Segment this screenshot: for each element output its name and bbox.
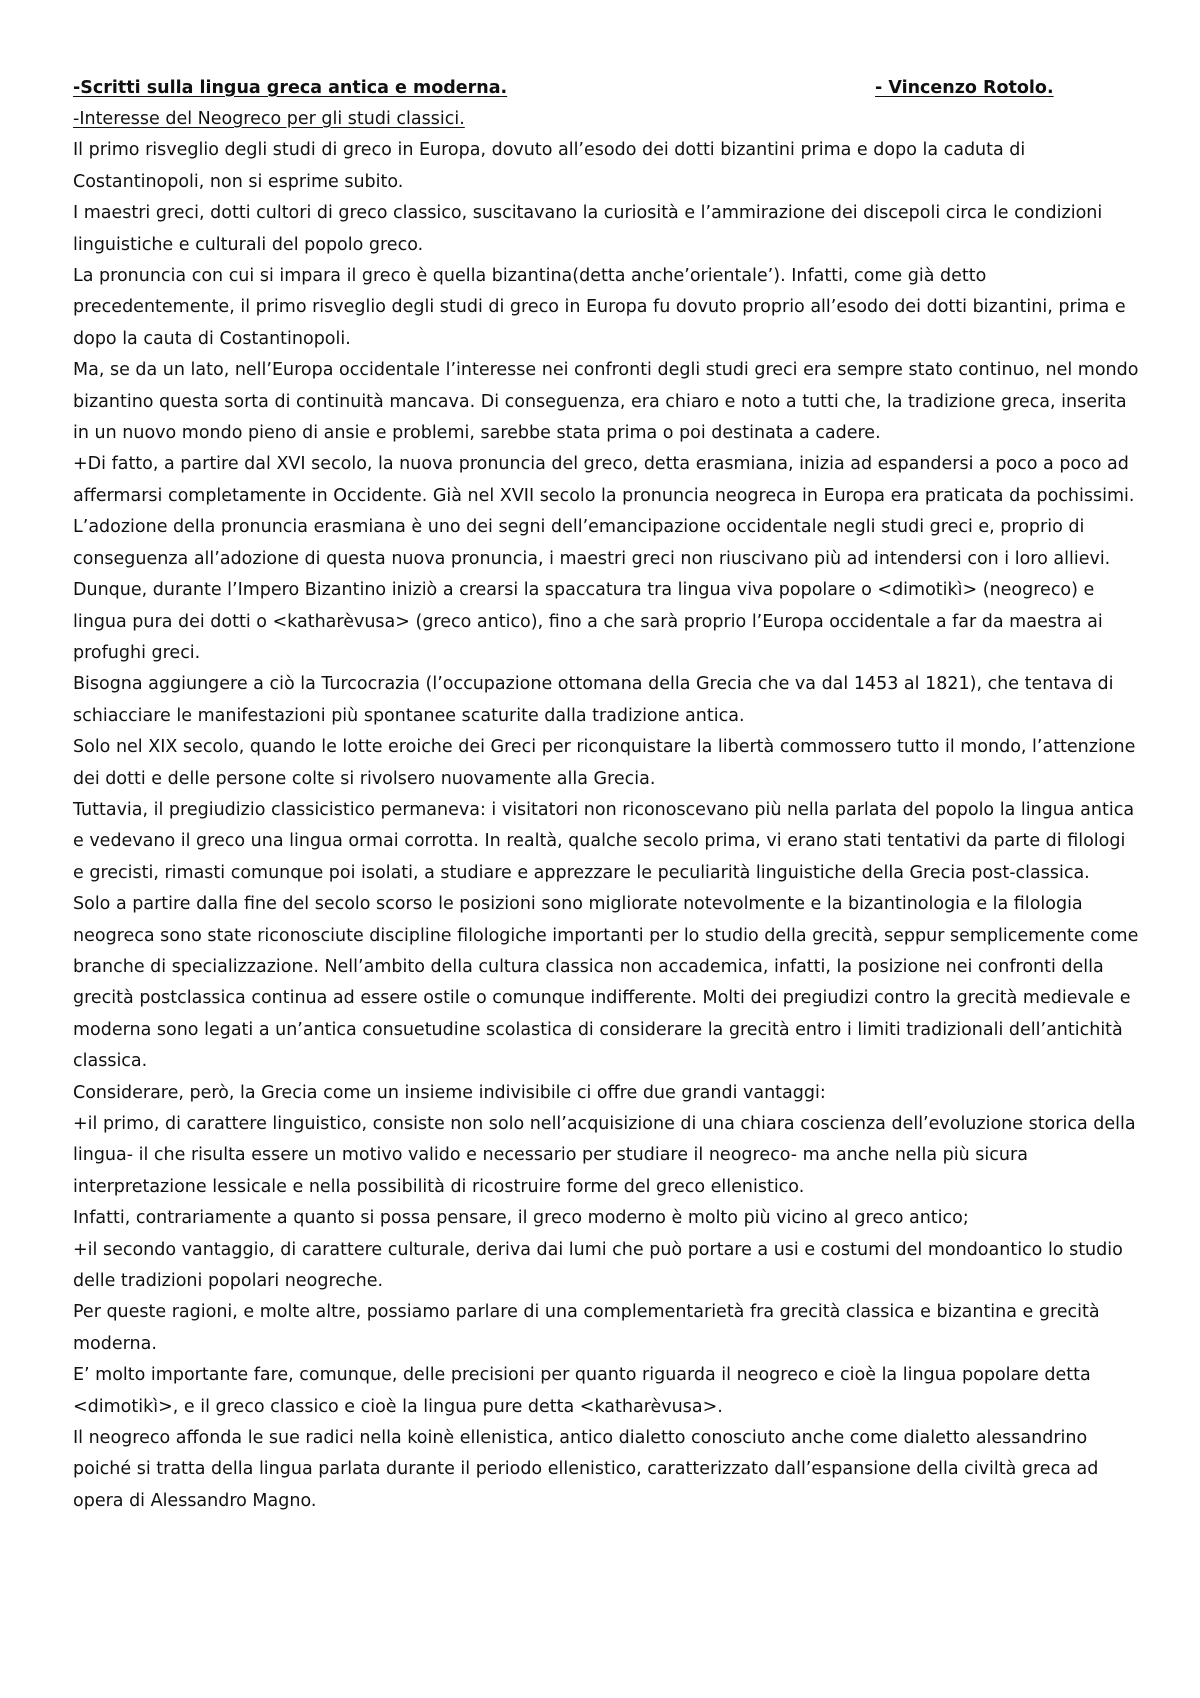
paragraph: L’adozione della pronuncia erasmiana è uno dei segni dell’emancipazione occidentale negli studi greci e, proprio di conseguenza all’adozione di questa nuova pronuncia, i maestri greci non riuscivano più ad intendersi con i loro allievi. — [73, 517, 1111, 569]
document-author: - Vincenzo Rotolo. — [875, 78, 1054, 98]
paragraph: Il primo risveglio degli studi di greco in Europa, dovuto all’esodo dei dotti bizantini prima e dopo la caduta di Costantinopoli, non si esprime subito. — [73, 140, 1026, 192]
paragraph: Bisogna aggiungere a ciò la Turcocrazia (l’occupazione ottomana della Grecia che va dal 1453 al 1821), che tentava di schiacciare le manifestazioni più spontanee scaturite dalla tradizione antica. — [73, 674, 1114, 726]
paragraph: Il neogreco affonda le sue radici nella koinè ellenistica, antico dialetto conosciuto anche come dialetto alessandrino poiché si tratta della lingua parlata durante il periodo ellenistico, caratterizzato dall’espansione della civiltà greca ad opera di Alessandro Magno. — [73, 1428, 1099, 1511]
paragraph: E’ molto importante fare, comunque, delle precisioni per quanto riguarda il neogreco e cioè la lingua popolare detta <dimotikì>, e il greco classico e cioè la lingua pure detta <katharèvusa>. — [73, 1365, 1091, 1417]
document-page — [73, 73, 1141, 1517]
paragraph: Solo a partire dalla fine del secolo scorso le posizioni sono migliorate notevolmente e la bizantinologia e la filologia neogreca sono state riconosciute discipline filologiche importanti per lo studio della grecità, seppur semplicemente come branche di specializzazione. Nell’ambito della cultura classica non accademica, infatti, la posizione nei confronti della grecità postclassica continua ad essere ostile o comunque indifferente. Molti dei pregiudizi contro la grecità medievale e moderna sono legati a un’antica consuetudine scolastica di considerare la grecità entro i limiti tradizionali dell’antichità classica. — [73, 894, 1139, 1072]
header-row — [73, 73, 1141, 104]
paragraph: Solo nel XIX secolo, quando le lotte eroiche dei Greci per riconquistare la libertà commossero tutto il mondo, l’attenzione dei dotti e delle persone colte si rivolsero nuovamente alla Grecia. — [73, 737, 1136, 789]
paragraph: I maestri greci, dotti cultori di greco classico, suscitavano la curiosità e l’ammirazione dei discepoli circa le condizioni linguistiche e culturali del popolo greco. — [73, 203, 1103, 255]
paragraph: Infatti, contrariamente a quanto si possa pensare, il greco moderno è molto più vicino al greco antico; — [73, 1208, 969, 1229]
paragraph: Ma, se da un lato, nell’Europa occidentale l’interesse nei confronti degli studi greci era sempre stato continuo, nel mondo bizantino questa sorta di continuità mancava. Di conseguenza, era chiaro e noto a tutti che, la tradizione greca, inserita in un nuovo mondo pieno di ansie e problemi, sarebbe stata prima o poi destinata a cadere. — [73, 360, 1139, 444]
paragraph: Considerare, però, la Grecia come un insieme indivisibile ci offre due grandi vantaggi: — [73, 1082, 826, 1103]
paragraph: +il secondo vantaggio, di carattere culturale, deriva dai lumi che può portare a usi e costumi del mondoantico lo studio delle tradizioni popolari neogreche. — [73, 1239, 1123, 1292]
paragraph: Per queste ragioni, e molte altre, possiamo parlare di una complementarietà fra grecità classica e bizantina e grecità moderna. — [73, 1302, 1100, 1354]
paragraph: Dunque, durante l’Impero Bizantino iniziò a crearsi la spaccatura tra lingua viva popolare o <dimotikì> (neogreco) e lingua pura dei dotti o <katharèvusa> (greco antico), fino a che sarà proprio l’Europa occidentale a far da maestra ai profughi greci. — [73, 580, 1103, 663]
paragraph: +il primo, di carattere linguistico, consiste non solo nell’acquisizione di una chiara coscienza dell’evoluzione storica della lingua- il che risulta essere un motivo valido e necessario per studiare il neogreco- ma anche nella più sicura interpretazione lessicale e nella possibilità di ricostruire forme del greco ellenistico. — [73, 1114, 1136, 1197]
paragraph: +Di fatto, a partire dal XVI secolo, la nuova pronuncia del greco, detta erasmiana, inizia ad espandersi a poco a poco ad affermarsi completamente in Occidente. Già nel XVII secolo la pronuncia neogreca in Europa era praticata da pochissimi. — [73, 454, 1135, 506]
paragraph: Tuttavia, il pregiudizio classicistico permaneva: i visitatori non riconoscevano più nella parlata del popolo la lingua antica e vedevano il greco una lingua ormai corrotta. In realtà, qualche secolo prima, vi erano stati tentativi da parte di filologi e grecisti, rimasti comunque poi isolati, a studiare e apprezzare le peculiarità linguistiche della Grecia post-classica. — [73, 799, 1135, 883]
paragraph: La pronuncia con cui si impara il greco è quella bizantina(detta anche’orientale’). Infatti, come già detto precedentemente, il primo risveglio degli studi di greco in Europa fu dovuto proprio all’esodo dei dotti bizantini, prima e dopo la cauta di Costantinopoli. — [73, 266, 1126, 349]
document-title: -Scritti sulla lingua greca antica e moderna. — [73, 78, 508, 98]
document-subtitle: -Interesse del Neogreco per gli studi classici. — [73, 109, 465, 129]
body-text — [73, 135, 1141, 1517]
